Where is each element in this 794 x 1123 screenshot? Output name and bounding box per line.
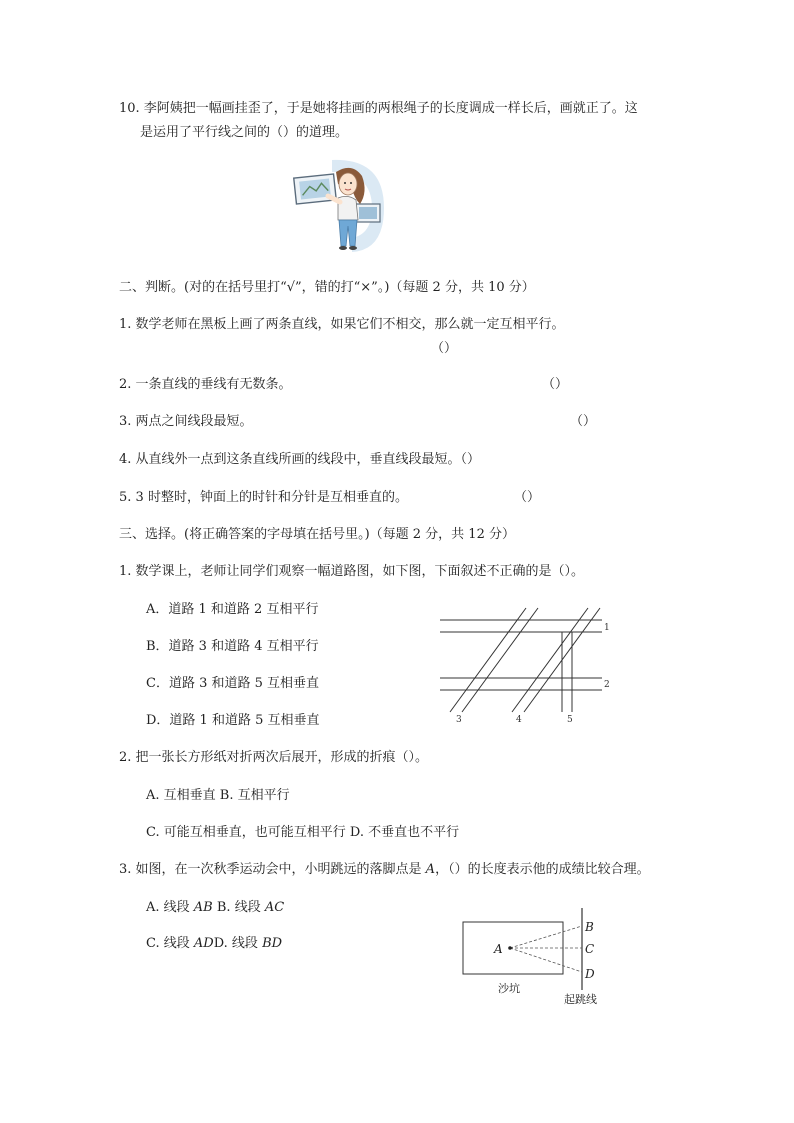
judge-item-1-answer-paren[interactable]: （） — [431, 341, 458, 356]
road-label-4: 4 — [516, 715, 522, 725]
q10-line-2: 是运用了平行线之间的（）的道理。 — [140, 125, 349, 140]
choice-q3-options-cd — [146, 935, 282, 953]
road-3-edge-left — [450, 608, 526, 712]
judge-item-2: 2. 一条直线的垂线有无数条。 — [119, 377, 292, 392]
option-c-segment: AD — [193, 936, 214, 951]
choice-q3-stem-pre: 3. 如图，在一次秋季运动会中，小明跳远的落脚点是 — [119, 862, 426, 877]
judge-item-2-answer-paren[interactable]: （） — [542, 377, 569, 392]
road-label-3: 3 — [456, 715, 462, 725]
option-c-label: C. 线段 — [146, 936, 194, 951]
option-a-segment: AB — [193, 900, 213, 915]
choice-q1-stem: 1. 数学课上，老师让同学们观察一幅道路图，如下图，下面叙述不正确的是（）。 — [119, 564, 585, 579]
judge-item-1: 1. 数学老师在黑板上画了两条直线，如果它们不相交，那么就一定互相平行。 — [119, 317, 565, 332]
option-d-label: D. 线段 — [213, 936, 263, 951]
label-a: A — [494, 942, 503, 956]
section3-header: 三、选择。(将正确答案的字母填在括号里。)（每题 2 分，共 12 分） — [119, 527, 515, 542]
road-label-2: 2 — [604, 680, 610, 690]
takeoff-line-label: 起跳线 — [564, 993, 597, 1006]
segment-ad — [510, 948, 582, 972]
judge-item-3-answer-paren[interactable]: （） — [570, 414, 597, 429]
option-a-label: A. 线段 — [146, 900, 194, 915]
judge-item-5-answer-paren[interactable]: （） — [514, 490, 541, 505]
choice-q3-stem — [119, 861, 650, 879]
choice-q1-option-a: A．道路 1 和道路 2 互相平行 — [146, 602, 319, 617]
road-label-5: 5 — [567, 715, 573, 725]
road-diagram — [434, 604, 624, 726]
label-b: B — [585, 920, 594, 934]
choice-q1-option-b: B．道路 3 和道路 4 互相平行 — [146, 639, 319, 654]
road-label-1: 1 — [604, 623, 610, 633]
choice-q2-stem: 2. 把一张长方形纸对折两次后展开，形成的折痕（）。 — [119, 750, 429, 765]
q10-line-1: 10. 李阿姨把一幅画挂歪了，于是她将挂画的两根绳子的长度调成一样长后，画就正了。这 — [119, 101, 638, 116]
choice-q1-option-d: D．道路 1 和道路 5 互相垂直 — [146, 713, 320, 728]
road-4-edge-left — [512, 608, 588, 712]
judge-item-5: 5. 3 时整时，钟面上的时针和分针是互相垂直的。 — [119, 490, 408, 505]
judge-item-4: 4. 从直线外一点到这条直线所画的线段中，垂直线段最短。（） — [119, 452, 481, 467]
segment-ab — [510, 926, 582, 948]
choice-q3-options-ab — [146, 899, 284, 917]
option-b-segment: AC — [264, 900, 285, 915]
woman-hanging-picture-illustration — [292, 158, 388, 254]
section2-header: 二、判断。(对的在括号里打“√”，错的打“×”。)（每题 2 分，共 10 分） — [119, 280, 535, 295]
sand-pit-label: 沙坑 — [498, 982, 520, 995]
option-b-label: B. 线段 — [212, 900, 265, 915]
choice-q3-stem-post: ，（）的长度表示他的成绩比较合理。 — [435, 862, 650, 877]
choice-q3-stem-point: A — [425, 862, 436, 877]
long-jump-diagram — [458, 906, 618, 1010]
road-3-edge-right — [462, 608, 538, 712]
judge-item-3: 3. 两点之间线段最短。 — [119, 414, 253, 429]
point-a — [508, 946, 512, 950]
choice-q2-options-cd: C. 可能互相垂直，也可能互相平行 D. 不垂直也不平行 — [146, 825, 460, 840]
choice-q2-options-ab: A. 互相垂直 B. 互相平行 — [146, 788, 290, 803]
option-d-segment: BD — [262, 936, 283, 951]
label-d: D — [585, 967, 595, 981]
choice-q1-option-c: C．道路 3 和道路 5 互相垂直 — [146, 676, 320, 691]
label-c: C — [585, 942, 595, 956]
